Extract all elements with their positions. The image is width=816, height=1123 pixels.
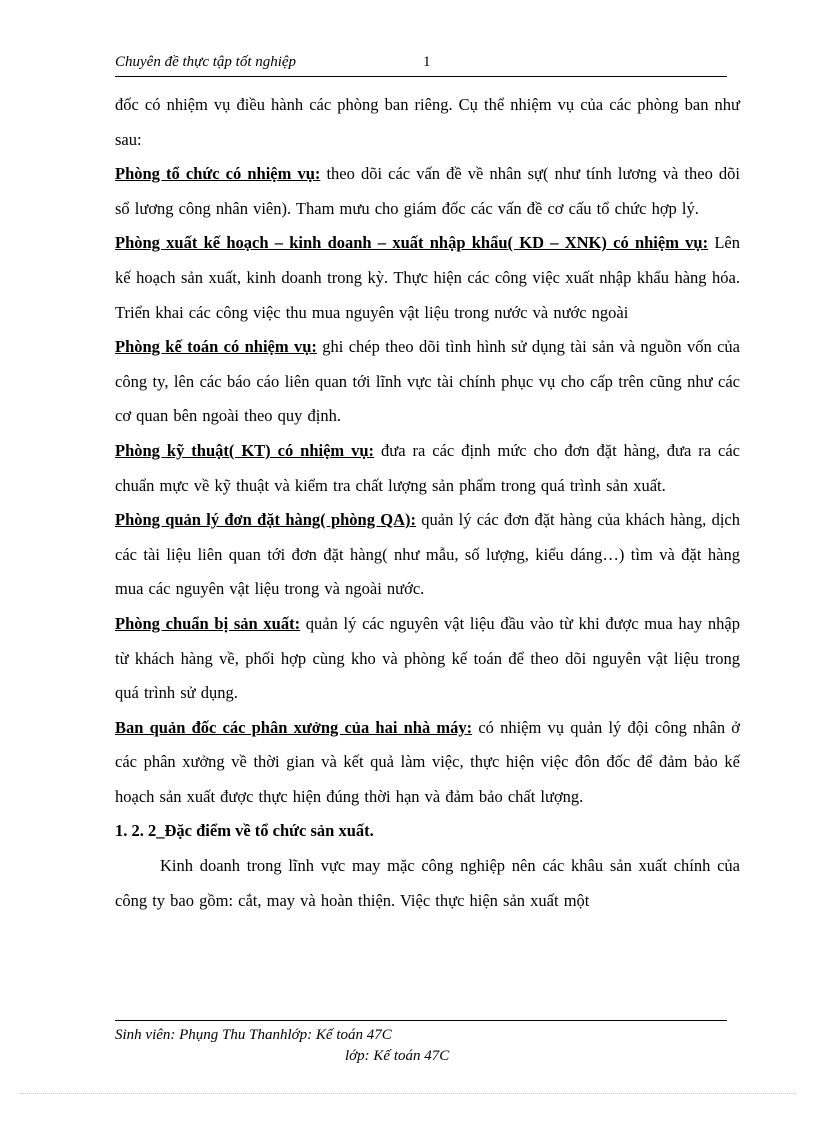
page-bottom-divider — [20, 1093, 796, 1094]
paragraph — [115, 434, 740, 503]
paragraph-label: Phòng xuất kế hoạch – kinh doanh – xuất nhập khẩu( KD – XNK) có nhiệm vụ: — [115, 233, 709, 253]
page-footer — [115, 1020, 727, 1067]
paragraph-text: quản lý các đơn đặt hàng của khách hàng, dịch các tài liệu liên quan tới đơn đặt hàng( như mẫu, số lượng, kiểu dáng…) tìm và đặt hàng mua các nguyên vật liệu trong và ngoài nước. — [115, 510, 740, 599]
paragraph-label: Phòng tổ chức có nhiệm vụ: — [115, 164, 321, 184]
section-paragraph: Kinh doanh trong lĩnh vực may mặc công nghiệp nên các khâu sản xuất chính của công ty bao gồm: cắt, may và hoàn thiện. Việc thực hiện sản xuất một — [115, 856, 740, 910]
paragraph — [115, 226, 740, 330]
paragraph-text: Lên kế hoạch sản xuất, kinh doanh trong kỳ. Thực hiện các công việc xuất nhập khẩu hàng hóa. Triển khai các công việc thu mua nguyên vật liệu trong nước và nước ngoài — [115, 233, 740, 322]
paragraph-label: Phòng kế toán có nhiệm vụ: — [115, 337, 317, 357]
paragraph — [115, 157, 740, 226]
paragraph-label: Phòng chuẩn bị sản xuất: — [115, 613, 301, 633]
page-number: 1 — [423, 54, 431, 70]
paragraph — [115, 88, 740, 157]
footer-line-2: lớp: Kế toán 47C — [345, 1048, 450, 1064]
paragraph — [115, 607, 740, 711]
paragraph-label: Phòng kỹ thuật( KT) có nhiệm vụ: — [115, 440, 375, 460]
paragraph-text: theo dõi các vấn đề về nhân sự( như tính lương và theo dõi sổ lương công nhân viên). Tham mưu cho giám đốc các vấn đề cơ cấu tổ chức hợp lý. — [115, 164, 740, 218]
paragraph-text: quản lý các nguyên vật liệu đầu vào từ khi được mua hay nhập từ khách hàng về, phối hợp cùng kho và phòng kế toán để theo dõi nguyên vật liệu trong quá trình sử dụng. — [115, 613, 740, 703]
paragraph — [115, 503, 740, 607]
document-body — [115, 88, 740, 918]
page-header — [115, 52, 727, 77]
paragraph-text: có nhiệm vụ quản lý đội công nhân ở các phân xưởng về thời gian và kết quả làm việc, thực hiện việc đôn đốc để đảm bảo kế hoạch sản xuất được thực hiện đúng thời hạn và đảm bảo chất lượng. — [115, 717, 740, 806]
section-heading: 1. 2. 2_Đặc điểm về tổ chức sản xuất. — [115, 821, 374, 841]
paragraph — [115, 711, 740, 815]
paragraph-text: đốc có nhiệm vụ điều hành các phòng ban riêng. Cụ thể nhiệm vụ của các phòng ban như sau: — [115, 95, 740, 149]
paragraph-label: Ban quản đốc các phân xưởng của hai nhà máy: — [115, 717, 473, 737]
paragraph-text: ghi chép theo dõi tình hình sử dụng tài sản và nguồn vốn của công ty, lên các báo cáo liên quan tới lĩnh vực tài chính phục vụ cho cấp trên cũng như các cơ quan bên ngoài theo quy định. — [115, 337, 740, 426]
paragraph-text: đưa ra các định mức cho đơn đặt hàng, đưa ra các chuẩn mực về kỹ thuật và kiểm tra chất lượng sản phẩm trong quá trình sản xuất. — [115, 440, 741, 495]
footer-line-1: Sinh viên: Phụng Thu Thanhlớp: Kế toán 47C — [115, 1027, 392, 1043]
paragraph — [115, 330, 740, 434]
paragraph-label: Phòng quản lý đơn đặt hàng( phòng QA): — [115, 510, 416, 530]
header-title: Chuyên đề thực tập tốt nghiệp — [115, 54, 297, 70]
